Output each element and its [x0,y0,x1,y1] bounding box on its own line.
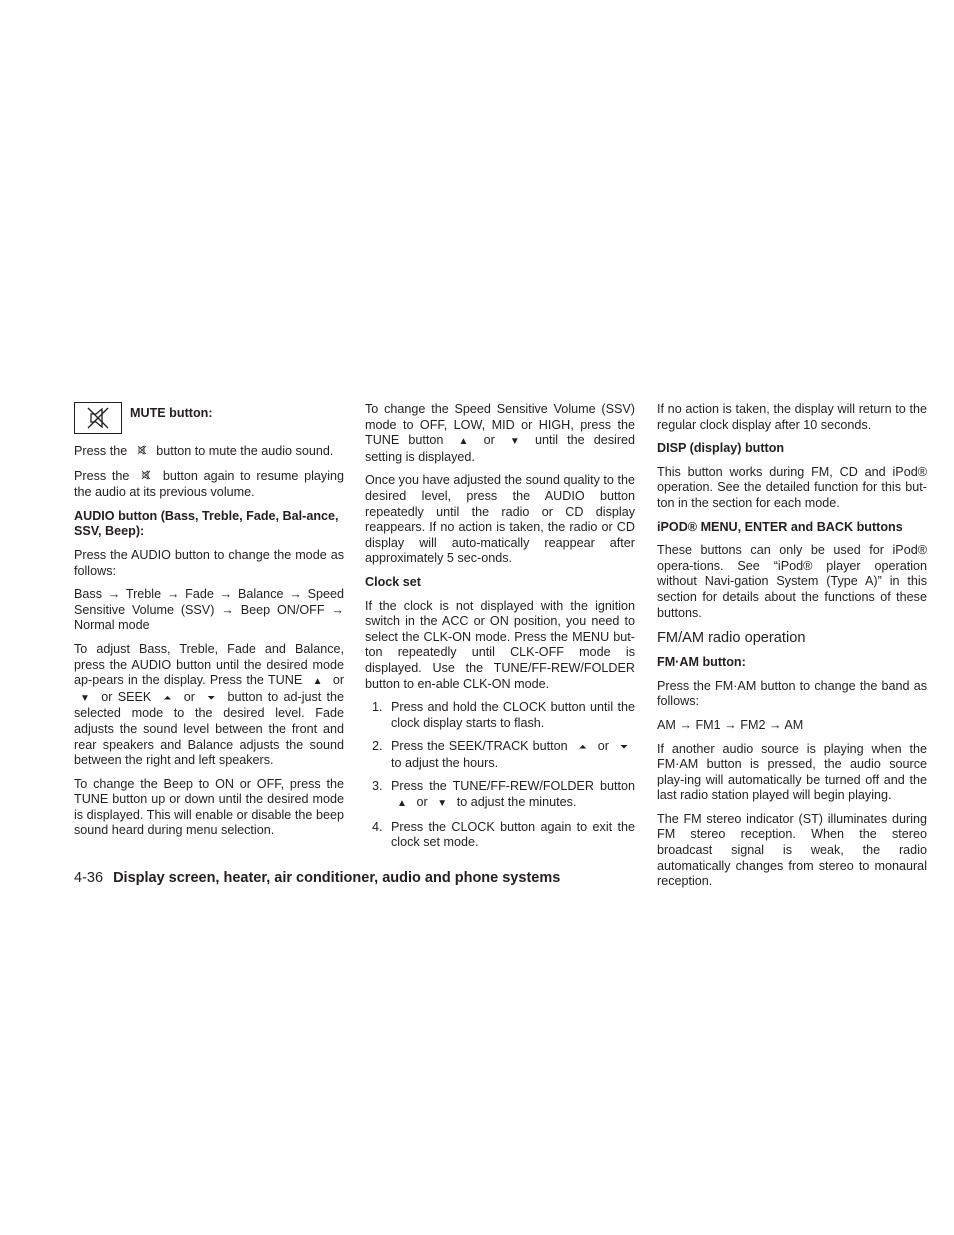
audio-para-2: Bass → Treble → Fade → Balance → Speed Sensitive Volume (SSV) → Beep ON/OFF → Normal mode [74,587,344,633]
chapter-title: Display screen, heater, air conditioner, audio and phone systems [113,870,561,886]
audio-heading: AUDIO button (Bass, Treble, Fade, Bal-ance, SSV, Beep): [74,508,339,539]
mute-icon [74,402,122,434]
list-item: 2. Press the SEEK/TRACK button ⏶ or ⏷ to adjust the hours. [391,739,635,771]
mute-small-icon [139,470,153,486]
mute-para-1: Press the button to mute the audio sound. [74,444,344,461]
fmam-para-1: Press the FM·AM button to change the band as follows: [657,678,927,709]
noaction-para: If no action is taken, the display will return to the regular clock display after 10 seconds. [657,402,927,432]
seek-down-icon: ⏷ [207,692,216,704]
column-2 [365,402,635,859]
disp-heading: DISP (display) button [657,441,785,456]
clock-steps [365,700,635,851]
ipod-heading: iPOD® MENU, ENTER and BACK buttons [657,519,903,534]
seek-down-icon: ⏷ [620,742,629,754]
seek-up-icon: ⏶ [578,742,587,754]
audio-para-3: To adjust Bass, Treble, Fade and Balance, press the AUDIO button until the desired mode ap-pears in the display. Press the TUNE ▲ or ▼ or SEEK ⏶ or ⏷ button to ad-just the selected mode to the desired level. Fade adjusts the sound level between the front and rear speakers and Balance adjusts the sound between the right and left speakers. [74,641,345,768]
page-number: 4-36 [74,870,104,886]
audio-para-4: To change the Beep to ON or OFF, press the TUNE button up or down until the desired mode is displayed. This will enable or disable the beep sound heard during menu selection. [74,776,344,838]
ssv-para: To change the Speed Sensitive Volume (SSV) mode to OFF, LOW, MID or HIGH, press the TUNE button ▲ or ▼ until the desired setting is displayed. [365,402,636,464]
seek-up-icon: ⏶ [163,692,172,704]
page-footer [74,871,560,887]
clock-para: If the clock is not displayed with the ignition switch in the ACC or ON position, you need to select the CLK-ON mode. Press the MENU but-ton repeatedly until CLK-OFF mode is displayed. Use the TUNE/FF-REW/FOLDER button to en-able CLK-ON mode. [365,598,635,691]
fmam-section-title: FM/AM radio operation [657,630,806,647]
disp-para: This button works during FM, CD and iPod® operation. See the detailed function for this but-ton in the section for each mode. [657,464,927,510]
fmam-para-3: If another audio source is playing when the FM·AM button is pressed, the audio source play-ing will automatically be turned off and the last radio station played will begin playing. [657,741,927,803]
quality-para: Once you have adjusted the sound quality to the desired level, press the AUDIO button repeatedly until the radio or CD display reappears. If no action is taken, the radio or CD display will auto-matically reappear after approximately 5 sec-onds. [365,473,635,566]
down-arrow-icon: ▼ [509,436,520,448]
up-arrow-icon: ▲ [458,436,469,448]
list-item: 1. Press and hold the CLOCK button until the clock display starts to flash. [372,700,635,730]
audio-para-1: Press the AUDIO button to change the mode as follows: [74,547,344,578]
up-arrow-icon: ▲ [312,676,323,688]
fmam-para-4: The FM stereo indicator (ST) illuminates during FM stereo reception. When the stereo broadcast signal is weak, the radio automatically changes from stereo to monaural reception. [657,811,927,889]
fmam-para-2: AM → FM1 → FM2 → AM [657,717,804,732]
up-arrow-icon: ▲ [397,798,407,810]
down-arrow-icon: ▼ [437,798,448,810]
mute-title: MUTE button: [130,406,213,420]
down-arrow-icon: ▼ [80,692,90,704]
mute-para-2: Press the button again to resume playing the audio at its previous volume. [74,468,345,500]
column-1 [74,402,344,847]
ipod-para: These buttons can only be used for iPod® opera-tions. See “iPod® player operation without Navi-gation System (Type A)” in this section for details about the functions of these buttons. [657,543,927,620]
list-item: 4. Press the CLOCK button again to exit the clock set mode. [372,819,635,850]
column-3 [657,402,927,898]
clock-heading: Clock set [365,574,421,589]
list-item: 3. Press the TUNE/FF-REW/FOLDER button ▲ or ▼ to adjust the minutes. [391,779,635,811]
mute-header [74,402,344,434]
fmam-heading: FM·AM button: [657,655,746,670]
mute-small-icon [135,445,149,461]
